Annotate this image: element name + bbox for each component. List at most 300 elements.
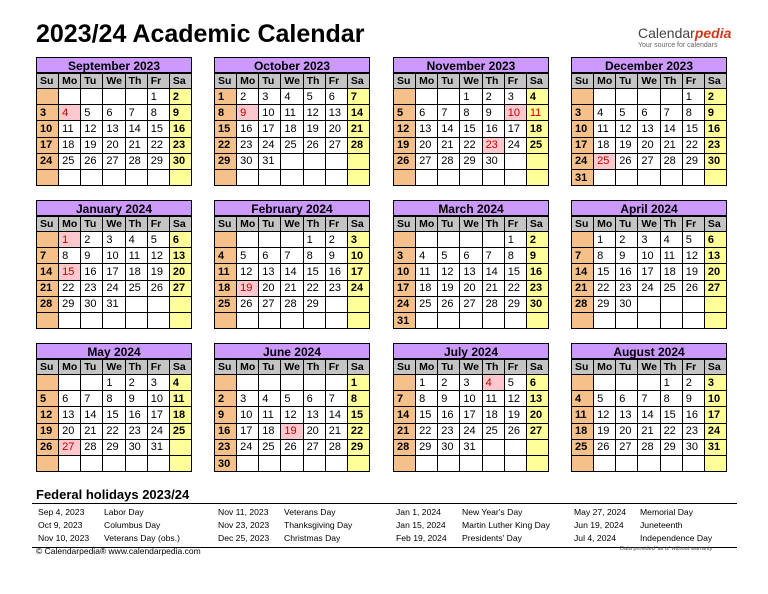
week-row xyxy=(37,137,192,153)
weekday-label: Su xyxy=(394,74,416,89)
day-cell: 29 xyxy=(504,296,526,312)
day-cell: 11 xyxy=(259,407,281,423)
day-cell: 4 xyxy=(281,89,303,105)
empty-day-cell xyxy=(482,455,504,471)
day-cell: 5 xyxy=(281,391,303,407)
weekday-label: Sa xyxy=(169,217,191,232)
week-row xyxy=(215,312,370,328)
empty-day-cell xyxy=(526,169,548,185)
weekday-label: We xyxy=(460,217,482,232)
weekday-label: Th xyxy=(660,74,682,89)
month-title: July 2024 xyxy=(393,343,549,359)
weekday-label: Tu xyxy=(259,74,281,89)
day-cell: 28 xyxy=(482,296,504,312)
day-cell: 19 xyxy=(37,423,59,439)
day-cell: 17 xyxy=(394,280,416,296)
day-cell: 15 xyxy=(103,407,125,423)
day-cell: 12 xyxy=(682,248,704,264)
day-cell: 29 xyxy=(303,296,325,312)
holiday-date: Nov 11, 2023 xyxy=(218,507,269,517)
weekday-label: We xyxy=(103,74,125,89)
day-cell: 1 xyxy=(660,375,682,391)
empty-day-cell xyxy=(704,312,726,328)
empty-day-cell xyxy=(504,455,526,471)
day-cell: 15 xyxy=(215,121,237,137)
day-cell: 11 xyxy=(660,248,682,264)
week-row xyxy=(215,137,370,153)
day-cell: 25 xyxy=(281,137,303,153)
day-cell: 23 xyxy=(526,280,548,296)
empty-day-cell xyxy=(325,169,347,185)
weekday-label: Th xyxy=(660,360,682,375)
day-cell: 14 xyxy=(325,407,347,423)
week-row xyxy=(215,232,370,248)
day-cell: 20 xyxy=(704,264,726,280)
empty-day-cell xyxy=(638,312,660,328)
day-cell: 8 xyxy=(416,391,438,407)
holiday-name: Veterans Day xyxy=(284,507,336,517)
day-cell: 27 xyxy=(303,439,325,455)
day-cell: 28 xyxy=(125,153,147,169)
month-title: February 2024 xyxy=(214,200,370,216)
empty-day-cell xyxy=(394,375,416,391)
day-cell: 7 xyxy=(281,248,303,264)
week-row xyxy=(37,105,192,121)
holiday-name: Martin Luther King Day xyxy=(462,520,550,531)
weekday-label: Th xyxy=(482,74,504,89)
empty-day-cell xyxy=(37,89,59,105)
empty-day-cell xyxy=(594,89,616,105)
weekday-label: Fr xyxy=(325,74,347,89)
weekday-label: Tu xyxy=(259,360,281,375)
empty-day-cell xyxy=(59,169,81,185)
day-cell: 24 xyxy=(638,280,660,296)
holiday-date: Oct 9, 2023 xyxy=(38,520,83,531)
day-cell: 29 xyxy=(347,439,369,455)
day-cell: 6 xyxy=(416,105,438,121)
weekday-label: Th xyxy=(303,217,325,232)
day-cell: 31 xyxy=(704,439,726,455)
day-cell: 28 xyxy=(347,137,369,153)
day-cell: 14 xyxy=(347,105,369,121)
day-cell: 23 xyxy=(215,439,237,455)
week-row xyxy=(394,375,549,391)
day-cell: 7 xyxy=(638,391,660,407)
day-cell: 9 xyxy=(438,391,460,407)
week-row xyxy=(37,407,192,423)
day-cell: 3 xyxy=(147,375,169,391)
week-row xyxy=(37,264,192,280)
day-cell: 21 xyxy=(37,280,59,296)
day-cell: 14 xyxy=(438,121,460,137)
weekday-label: Sa xyxy=(347,217,369,232)
day-cell: 22 xyxy=(660,423,682,439)
holiday-item xyxy=(390,532,568,545)
week-row xyxy=(572,121,727,137)
day-cell: 2 xyxy=(169,89,191,105)
day-cell: 18 xyxy=(416,280,438,296)
weekday-label: Tu xyxy=(438,74,460,89)
day-cell: 23 xyxy=(325,280,347,296)
day-cell: 17 xyxy=(638,264,660,280)
holiday-item xyxy=(568,532,738,545)
day-cell: 19 xyxy=(616,137,638,153)
day-cell: 26 xyxy=(81,153,103,169)
day-cell: 12 xyxy=(37,407,59,423)
empty-day-cell xyxy=(526,312,548,328)
empty-day-cell xyxy=(460,232,482,248)
day-cell: 18 xyxy=(215,280,237,296)
holidays-column xyxy=(390,506,568,546)
month-calendar xyxy=(393,343,549,472)
day-cell: 13 xyxy=(325,105,347,121)
holiday-date: Jun 19, 2024 xyxy=(574,520,624,531)
month-title: May 2024 xyxy=(36,343,192,359)
day-cell: 11 xyxy=(526,105,548,121)
week-row xyxy=(394,121,549,137)
weekday-label: We xyxy=(638,217,660,232)
empty-day-cell xyxy=(259,169,281,185)
day-cell: 8 xyxy=(460,105,482,121)
day-cell: 4 xyxy=(594,105,616,121)
day-cell: 14 xyxy=(394,407,416,423)
logo-tagline: Your source for calendars xyxy=(638,42,718,49)
day-cell: 8 xyxy=(594,248,616,264)
month-title: September 2023 xyxy=(36,57,192,73)
day-cell: 26 xyxy=(147,280,169,296)
day-cell: 7 xyxy=(482,248,504,264)
empty-day-cell xyxy=(394,455,416,471)
week-row xyxy=(215,169,370,185)
day-cell: 12 xyxy=(616,121,638,137)
day-cell: 13 xyxy=(704,248,726,264)
empty-day-cell xyxy=(616,455,638,471)
day-cell: 8 xyxy=(59,248,81,264)
week-row xyxy=(572,455,727,471)
day-cell: 7 xyxy=(325,391,347,407)
day-cell: 14 xyxy=(572,264,594,280)
empty-day-cell xyxy=(660,312,682,328)
day-cell: 28 xyxy=(660,153,682,169)
week-row xyxy=(394,169,549,185)
week-row xyxy=(37,312,192,328)
weekday-header-row xyxy=(37,217,192,232)
day-cell: 30 xyxy=(704,153,726,169)
empty-day-cell xyxy=(394,232,416,248)
day-cell: 6 xyxy=(59,391,81,407)
day-cell: 22 xyxy=(504,280,526,296)
empty-day-cell xyxy=(81,375,103,391)
week-row xyxy=(215,391,370,407)
day-cell: 9 xyxy=(325,248,347,264)
empty-day-cell xyxy=(660,296,682,312)
weekday-header-row xyxy=(394,74,549,89)
day-cell: 3 xyxy=(37,105,59,121)
day-cell: 19 xyxy=(303,121,325,137)
day-cell: 10 xyxy=(147,391,169,407)
day-cell: 2 xyxy=(482,89,504,105)
day-cell: 21 xyxy=(572,280,594,296)
day-cell: 27 xyxy=(259,296,281,312)
day-cell: 29 xyxy=(215,153,237,169)
day-cell: 5 xyxy=(616,105,638,121)
empty-day-cell xyxy=(682,296,704,312)
day-cell: 22 xyxy=(59,280,81,296)
empty-day-cell xyxy=(281,153,303,169)
day-cell: 23 xyxy=(81,280,103,296)
empty-day-cell xyxy=(37,169,59,185)
day-cell: 14 xyxy=(638,407,660,423)
weekday-label: Tu xyxy=(438,217,460,232)
day-cell: 23 xyxy=(616,280,638,296)
month-calendar xyxy=(393,200,549,329)
day-cell: 29 xyxy=(416,439,438,455)
day-cell: 17 xyxy=(259,121,281,137)
empty-day-cell xyxy=(125,89,147,105)
empty-day-cell xyxy=(125,296,147,312)
week-row xyxy=(215,455,370,471)
day-cell: 22 xyxy=(147,137,169,153)
weekday-label: We xyxy=(103,360,125,375)
logo-text-b: pedia xyxy=(694,25,732,41)
day-cell: 14 xyxy=(660,121,682,137)
empty-day-cell xyxy=(259,455,281,471)
day-cell: 30 xyxy=(169,153,191,169)
week-row xyxy=(572,407,727,423)
holiday-name: Christmas Day xyxy=(284,533,341,544)
day-cell: 24 xyxy=(37,153,59,169)
day-cell: 27 xyxy=(460,296,482,312)
day-cell: 4 xyxy=(125,232,147,248)
week-row xyxy=(572,264,727,280)
week-row xyxy=(394,455,549,471)
weekday-label: Mo xyxy=(237,360,259,375)
week-row xyxy=(215,423,370,439)
day-cell: 26 xyxy=(438,296,460,312)
day-cell: 20 xyxy=(638,137,660,153)
day-cell: 13 xyxy=(303,407,325,423)
week-row xyxy=(215,89,370,105)
day-cell: 17 xyxy=(460,407,482,423)
page-title: 2023/24 Academic Calendar xyxy=(36,20,365,48)
month-days-table xyxy=(214,216,370,329)
holiday-date: Feb 19, 2024 xyxy=(396,533,447,544)
day-cell: 16 xyxy=(215,423,237,439)
empty-day-cell xyxy=(460,455,482,471)
day-cell: 16 xyxy=(616,264,638,280)
week-row xyxy=(37,423,192,439)
day-cell: 21 xyxy=(482,280,504,296)
day-cell: 29 xyxy=(682,153,704,169)
week-row xyxy=(37,296,192,312)
day-cell: 19 xyxy=(594,423,616,439)
empty-day-cell xyxy=(416,455,438,471)
day-cell: 11 xyxy=(281,105,303,121)
day-cell: 9 xyxy=(704,105,726,121)
weekday-label: Tu xyxy=(616,217,638,232)
week-row xyxy=(215,407,370,423)
day-cell: 6 xyxy=(526,375,548,391)
day-cell: 27 xyxy=(638,153,660,169)
empty-day-cell xyxy=(81,89,103,105)
holiday-name: Thanksgiving Day xyxy=(284,520,353,531)
week-row xyxy=(572,105,727,121)
empty-day-cell xyxy=(303,455,325,471)
day-cell: 31 xyxy=(460,439,482,455)
day-cell: 27 xyxy=(616,439,638,455)
week-row xyxy=(572,137,727,153)
week-row xyxy=(394,89,549,105)
day-cell: 4 xyxy=(169,375,191,391)
week-row xyxy=(394,312,549,328)
day-cell: 6 xyxy=(460,248,482,264)
day-cell: 13 xyxy=(259,264,281,280)
empty-day-cell xyxy=(303,312,325,328)
day-cell: 26 xyxy=(281,439,303,455)
weekday-label: Fr xyxy=(147,360,169,375)
week-row xyxy=(394,153,549,169)
day-cell: 31 xyxy=(572,169,594,185)
weekday-label: We xyxy=(281,217,303,232)
day-cell: 25 xyxy=(572,439,594,455)
day-cell: 17 xyxy=(504,121,526,137)
day-cell: 26 xyxy=(237,296,259,312)
day-cell: 29 xyxy=(460,153,482,169)
day-cell: 5 xyxy=(303,89,325,105)
calendarpedia-logo[interactable] xyxy=(638,26,733,49)
empty-day-cell xyxy=(81,169,103,185)
day-cell: 10 xyxy=(347,248,369,264)
day-cell: 2 xyxy=(704,89,726,105)
empty-day-cell xyxy=(416,232,438,248)
empty-day-cell xyxy=(215,375,237,391)
day-cell: 9 xyxy=(526,248,548,264)
empty-day-cell xyxy=(438,169,460,185)
empty-day-cell xyxy=(259,375,281,391)
day-cell: 26 xyxy=(594,439,616,455)
day-cell: 27 xyxy=(103,153,125,169)
day-cell: 31 xyxy=(103,296,125,312)
weekday-label: Th xyxy=(660,217,682,232)
day-cell: 23 xyxy=(438,423,460,439)
day-cell: 30 xyxy=(438,439,460,455)
empty-day-cell xyxy=(616,89,638,105)
day-cell: 30 xyxy=(237,153,259,169)
day-cell: 12 xyxy=(504,391,526,407)
day-cell: 15 xyxy=(682,121,704,137)
week-row xyxy=(572,89,727,105)
day-cell: 14 xyxy=(125,121,147,137)
weekday-label: Su xyxy=(215,217,237,232)
month-days-table xyxy=(571,216,727,329)
day-cell: 20 xyxy=(325,121,347,137)
day-cell: 22 xyxy=(215,137,237,153)
day-cell: 4 xyxy=(259,391,281,407)
day-cell: 11 xyxy=(594,121,616,137)
holiday-date: Jul 4, 2024 xyxy=(574,533,617,544)
weekday-label: Sa xyxy=(704,217,726,232)
day-cell: 13 xyxy=(103,121,125,137)
day-cell: 4 xyxy=(660,232,682,248)
day-cell: 5 xyxy=(147,232,169,248)
empty-day-cell xyxy=(81,312,103,328)
day-cell: 25 xyxy=(660,280,682,296)
day-cell: 21 xyxy=(81,423,103,439)
day-cell: 7 xyxy=(660,105,682,121)
day-cell: 22 xyxy=(416,423,438,439)
weekday-label: Sa xyxy=(704,74,726,89)
empty-day-cell xyxy=(169,296,191,312)
empty-day-cell xyxy=(416,312,438,328)
weekday-label: We xyxy=(638,360,660,375)
empty-day-cell xyxy=(325,296,347,312)
day-cell: 19 xyxy=(438,280,460,296)
day-cell: 5 xyxy=(81,105,103,121)
holiday-item xyxy=(32,532,210,545)
empty-day-cell xyxy=(572,312,594,328)
empty-day-cell xyxy=(237,169,259,185)
day-cell: 25 xyxy=(59,153,81,169)
weekday-label: Su xyxy=(37,360,59,375)
week-row xyxy=(394,264,549,280)
day-cell: 23 xyxy=(704,137,726,153)
day-cell: 28 xyxy=(394,439,416,455)
weekday-header-row xyxy=(394,360,549,375)
holiday-date: Sep 4, 2023 xyxy=(38,507,85,517)
month-days-table xyxy=(393,73,549,186)
day-cell: 7 xyxy=(394,391,416,407)
weekday-label: Mo xyxy=(594,74,616,89)
day-cell: 9 xyxy=(682,391,704,407)
week-row xyxy=(215,121,370,137)
day-cell: 9 xyxy=(125,391,147,407)
empty-day-cell xyxy=(281,232,303,248)
day-cell: 2 xyxy=(682,375,704,391)
day-cell: 3 xyxy=(347,232,369,248)
day-cell: 11 xyxy=(59,121,81,137)
day-cell: 6 xyxy=(103,105,125,121)
week-row xyxy=(37,375,192,391)
empty-day-cell xyxy=(347,169,369,185)
week-row xyxy=(394,391,549,407)
day-cell: 22 xyxy=(103,423,125,439)
empty-day-cell xyxy=(147,169,169,185)
weekday-label: Su xyxy=(572,74,594,89)
day-cell: 6 xyxy=(704,232,726,248)
empty-day-cell xyxy=(638,169,660,185)
empty-day-cell xyxy=(169,439,191,455)
empty-day-cell xyxy=(303,153,325,169)
empty-day-cell xyxy=(572,232,594,248)
empty-day-cell xyxy=(482,439,504,455)
day-cell: 27 xyxy=(169,280,191,296)
week-row xyxy=(394,407,549,423)
day-cell: 4 xyxy=(482,375,504,391)
empty-day-cell xyxy=(37,455,59,471)
day-cell: 19 xyxy=(81,137,103,153)
empty-day-cell xyxy=(125,169,147,185)
empty-day-cell xyxy=(347,153,369,169)
day-cell: 7 xyxy=(81,391,103,407)
holidays-list xyxy=(32,503,737,548)
holidays-title: Federal holidays 2023/24 xyxy=(36,487,190,502)
day-cell: 9 xyxy=(616,248,638,264)
empty-day-cell xyxy=(259,312,281,328)
day-cell: 23 xyxy=(482,137,504,153)
empty-day-cell xyxy=(482,312,504,328)
week-row xyxy=(37,455,192,471)
holiday-item xyxy=(212,532,390,545)
